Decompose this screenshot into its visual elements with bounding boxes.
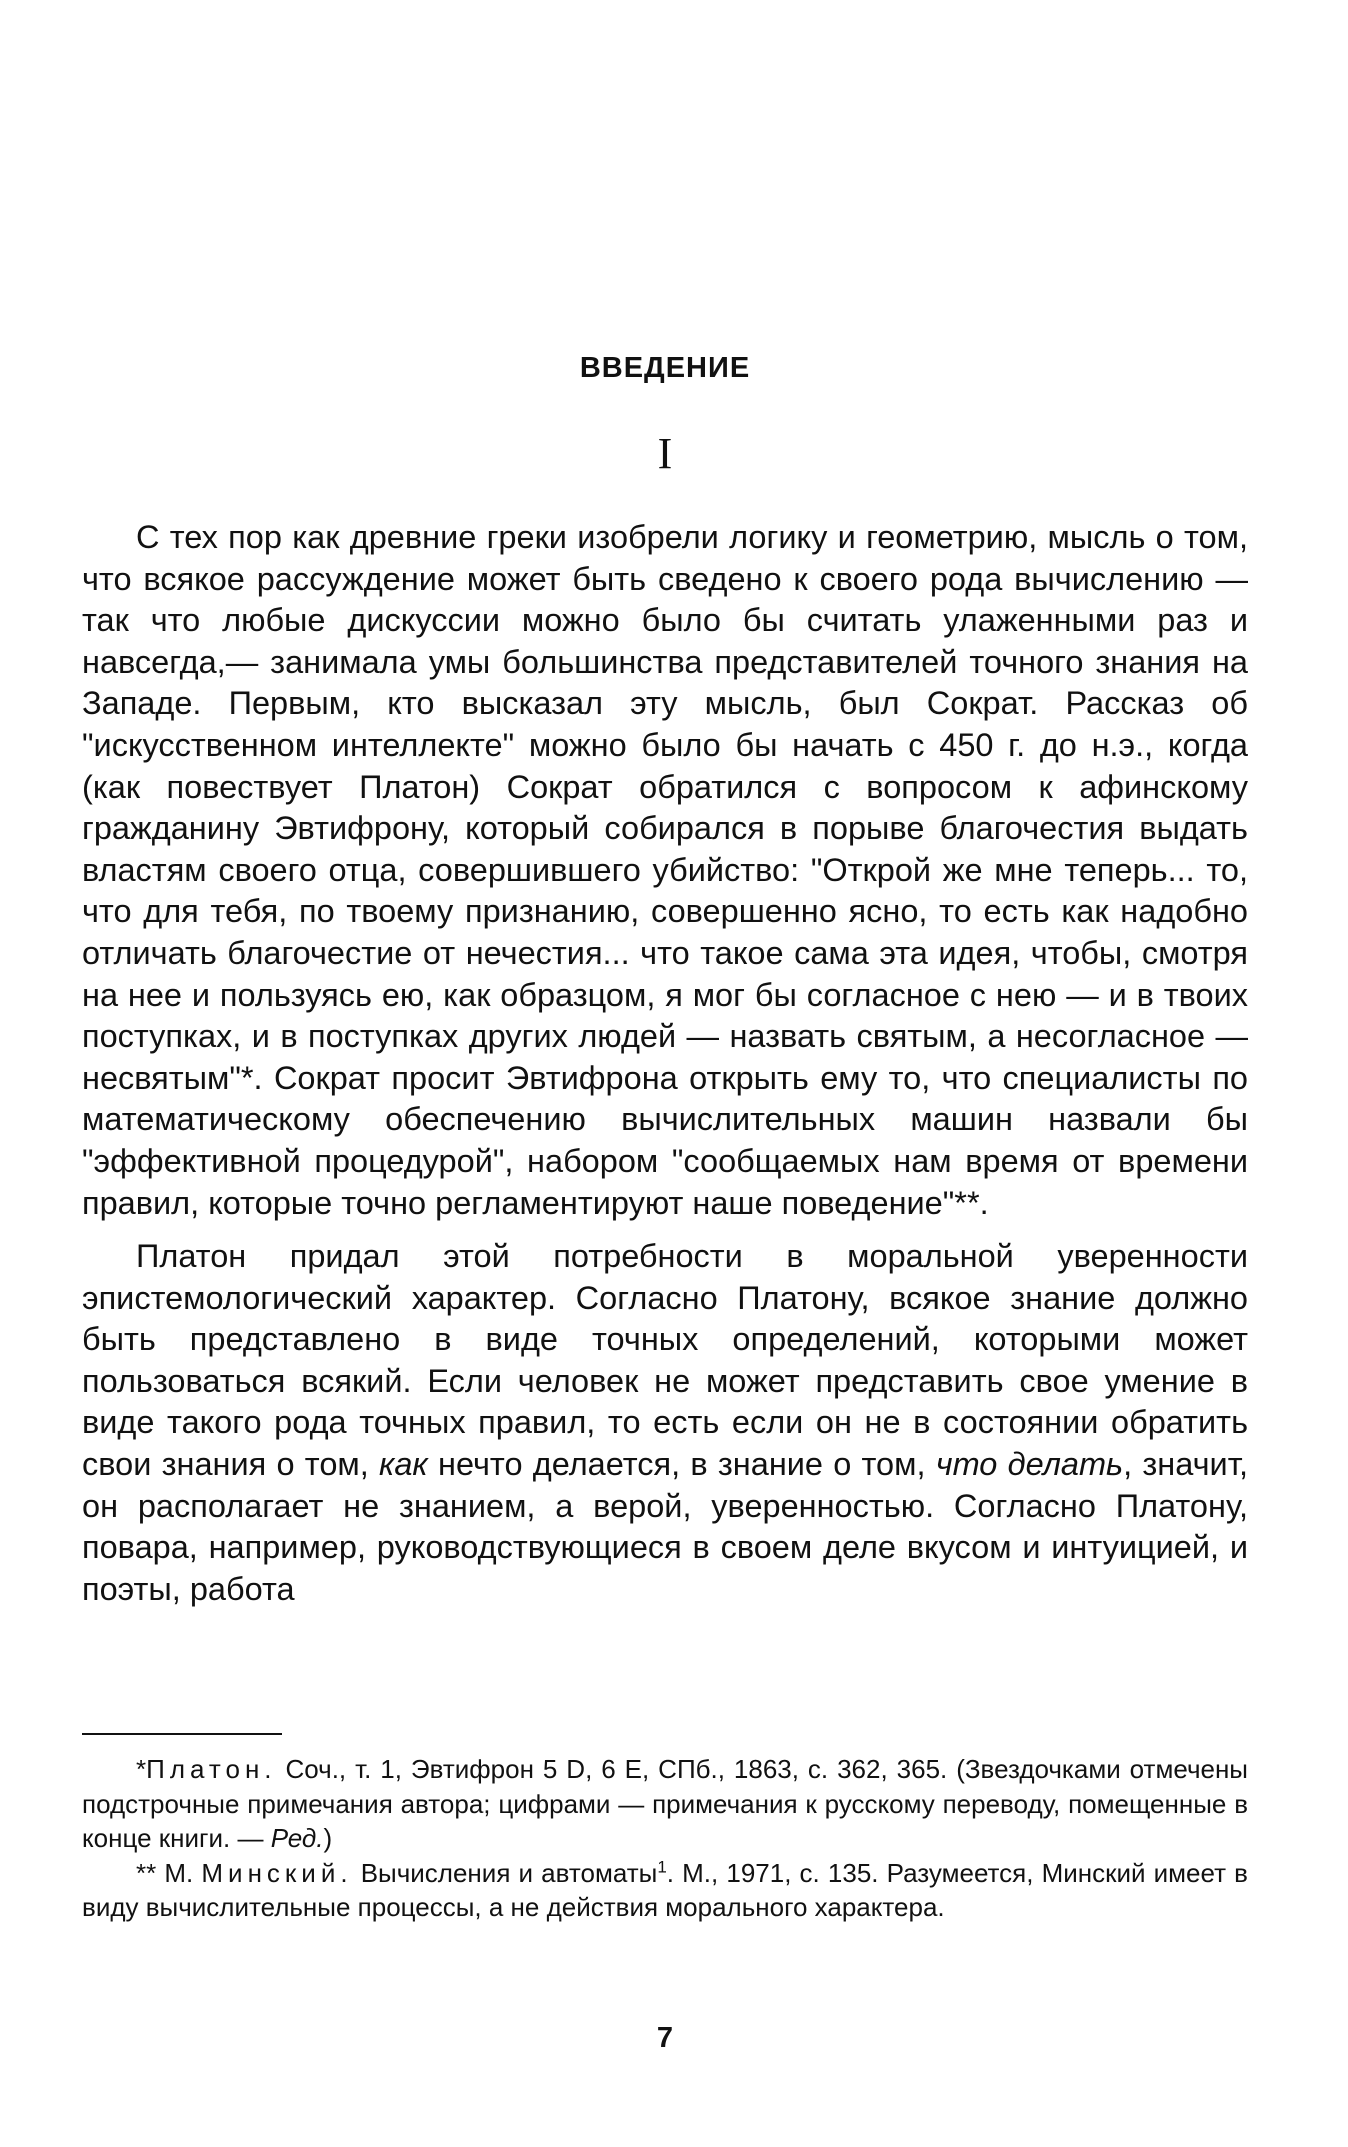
paragraph-2-part-c: , значит, он располагает не знанием, а верой, уверенностью. Согласно Платону, повара, например, руководствующиеся в своем деле вкусом и интуицией, и поэты, работа bbox=[82, 1446, 1249, 1607]
footnote-divider bbox=[82, 1733, 282, 1735]
paragraph-2-emphasis-how: как bbox=[379, 1446, 428, 1483]
body-text bbox=[82, 517, 1248, 1610]
footnote-1-marker: * bbox=[136, 1754, 147, 1784]
paragraph-1: С тех пор как древние греки изобрели логику и геометрию, мысль о том, что всякое рассуждение может быть сведено к своего рода вычислению — так что любые дискуссии можно было бы считать улаженными раз и навсегда,— занимала умы большинства представителей точного знания на Западе. Первым, кто высказал эту мысль, был Сократ. Рассказ об "искусственном интеллекте" можно было бы начать с 450 г. до н.э., когда (как повествует Платон) Сократ обратился с вопросом к афинскому гражданину Эвтифрону, который собирался в порыве благочестия выдать властям своего отца, совершившего убийство: "Открой же мне теперь... то, что для тебя, по твоему признанию, совершенно ясно, то есть как надобно отличать благочестие от нечестия... что такое сама эта идея, чтобы, смотря на нее и пользуясь ею, как образцом, я мог бы согласное с нею — и в твоих поступках, и в поступках других людей — назвать святым, а несогласное — несвятым"*. Сократ просит Эвтифрона открыть ему то, что специалисты по математическому обеспечению вычислительных машин назвали бы "эффективной процедурой", набором "сообщаемых нам время от времени правил, которые точно регламентируют наше поведение"**. bbox=[82, 519, 1248, 1221]
footnote-2-author: Минский. bbox=[201, 1857, 353, 1888]
footnote-2-title: Вычисления и автоматы bbox=[360, 1857, 658, 1888]
footnotes bbox=[82, 1752, 1248, 1925]
paragraph-2-emphasis-what-to-do: что делать bbox=[935, 1446, 1124, 1483]
page-number: 7 bbox=[656, 2022, 674, 2054]
paragraph-2-part-a: Платон придал этой потребности в моральной уверенности эпистемологический характер. Согласно Платону, всякое знание должно быть представлено в виде точных определений, которыми может пользоваться всякий. Если человек не может представить свое умение в виде такого рода точных правил, то есть если он не в состоянии обратить свои знания о том, bbox=[82, 1238, 1248, 1483]
footnote-1-close: ) bbox=[323, 1823, 333, 1853]
footnote-1 bbox=[82, 1752, 1248, 1856]
footnote-1-author: Платон. bbox=[146, 1754, 277, 1784]
paragraph-2 bbox=[82, 1236, 1248, 1610]
footnote-1-text: Соч., т. 1, Эвтифрон 5 D, 6 Е, СПб., 1863, с. 362, 365. (Звездочками отмечены подстрочные примечания автора; цифрами — примечания к русскому переводу, помещенные в конце книги. — bbox=[82, 1754, 1248, 1853]
footnote-1-editor: Ред. bbox=[270, 1823, 324, 1853]
paragraph-2-part-b: нечто делается, в знание о том, bbox=[438, 1446, 926, 1483]
footnote-2-marker: ** bbox=[136, 1857, 157, 1888]
footnote-2-reference: 1 bbox=[657, 1856, 667, 1876]
footnote-2 bbox=[82, 1856, 1248, 1925]
chapter-title: ВВЕДЕНИЕ bbox=[579, 352, 751, 384]
footnote-2-initial: М. bbox=[164, 1857, 194, 1888]
section-number: I bbox=[657, 429, 673, 478]
book-page bbox=[82, 0, 1248, 2147]
footnote-2-text: . М., 1971, с. 135. Разумеется, Минский имеет в виду вычислительные процессы, а не действия морального характера. bbox=[82, 1857, 1248, 1922]
